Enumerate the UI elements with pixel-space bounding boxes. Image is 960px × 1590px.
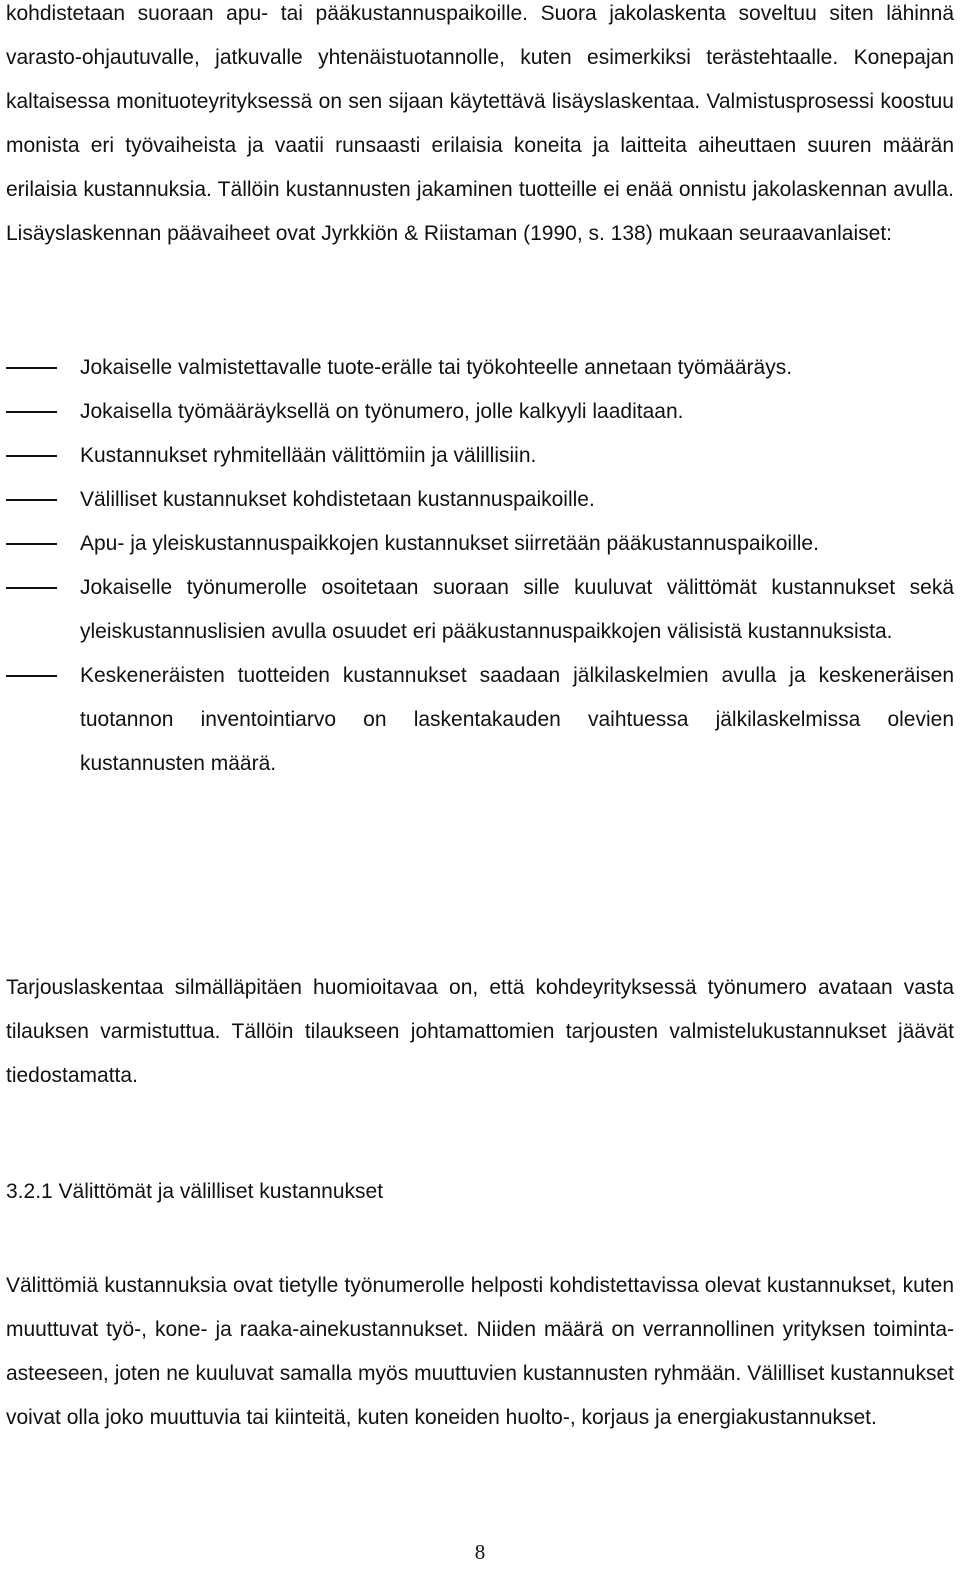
list-item — [6, 522, 954, 566]
list-item — [6, 346, 954, 390]
list-item — [6, 566, 954, 654]
list-item-text: Jokaiselle työnumerolle osoitetaan suoraan sille kuuluvat välittömät kustannukset sekä yleiskustannuslisien avulla osuudet eri pääkustannuspaikkojen välisistä kustannuksista. — [80, 576, 954, 643]
dash-bullet-icon — [6, 675, 57, 677]
paragraph-direct-indirect-costs: Välittömiä kustannuksia ovat tietylle työnumerolle helposti kohdistettavissa olevat kustannukset, kuten muuttuvat työ-, kone- ja raaka-ainekustannukset. Niiden määrä on verrannollinen yrityksen toiminta-asteeseen, joten ne kuuluvat samalla myös muuttuvien kustannusten ryhmään. Välilliset kustannukset voivat olla joko muuttuvia tai kiinteitä, kuten koneiden huolto-, korjaus ja energiakustannukset. — [6, 1274, 954, 1429]
list-item-text: Jokaisella työmääräyksellä on työnumero, jolle kalkyyli laaditaan. — [80, 400, 684, 423]
list-item-text: Jokaiselle valmistettavalle tuote-erälle tai työkohteelle annetaan työmääräys. — [80, 356, 793, 379]
list-item — [6, 478, 954, 522]
section-heading: 3.2.1 Välittömät ja välilliset kustannukset — [6, 1180, 384, 1203]
dash-bullet-icon — [6, 499, 57, 501]
dash-bullet-icon — [6, 455, 57, 457]
dash-bullet-icon — [6, 411, 57, 413]
paragraph-incremental-costing: kohdistetaan suoraan apu- tai pääkustannuspaikoille. Suora jakolaskenta soveltuu siten lähinnä varasto-ohjautuvalle, jatkuvalle yhtenäistuotannolle, kuten esimerkiksi terästehtaalle. Konepajan kaltaisessa monituoteyrityksessä on sen sijaan käytettävä lisäyslaskentaa. Valmistusprosessi koostuu monista eri työvaiheista ja vaatii runsaasti erilaisia koneita ja laitteita aiheuttaen suuren määrän erilaisia kustannuksia. Tällöin kustannusten jakaminen tuotteille ei enää onnistu jakolaskennan avulla. Lisäyslaskennan päävaiheet ovat Jyrkkiön & Riistaman (1990, s. 138) mukaan seuraavanlaiset: — [6, 2, 954, 245]
list-item-text: Kustannukset ryhmitellään välittömiin ja välillisiin. — [80, 444, 537, 467]
list-item-text: Keskeneräisten tuotteiden kustannukset saadaan jälkilaskelmien avulla ja keskeneräisen tuotannon inventointiarvo on laskentakauden vaihtuessa jälkilaskelmissa olevien kustannusten määrä. — [80, 664, 954, 775]
list-item-text: Apu- ja yleiskustannuspaikkojen kustannukset siirretään pääkustannuspaikoille. — [80, 532, 819, 555]
dash-bullet-icon — [6, 367, 57, 369]
list-item — [6, 654, 954, 786]
paragraph-quotation-costing: Tarjouslaskentaa silmälläpitäen huomioitavaa on, että kohdeyrityksessä työnumero avataan vasta tilauksen varmistuttua. Tällöin tilaukseen johtamattomien tarjousten valmistelukustannukset jäävät tiedostamatta. — [6, 976, 954, 1087]
list-item — [6, 434, 954, 478]
list-item-text: Välilliset kustannukset kohdistetaan kustannuspaikoille. — [80, 488, 595, 511]
list-item — [6, 390, 954, 434]
page-number: 8 — [474, 1540, 486, 1564]
dash-bullet-icon — [6, 587, 57, 589]
costing-steps-list — [6, 346, 954, 786]
dash-bullet-icon — [6, 543, 57, 545]
